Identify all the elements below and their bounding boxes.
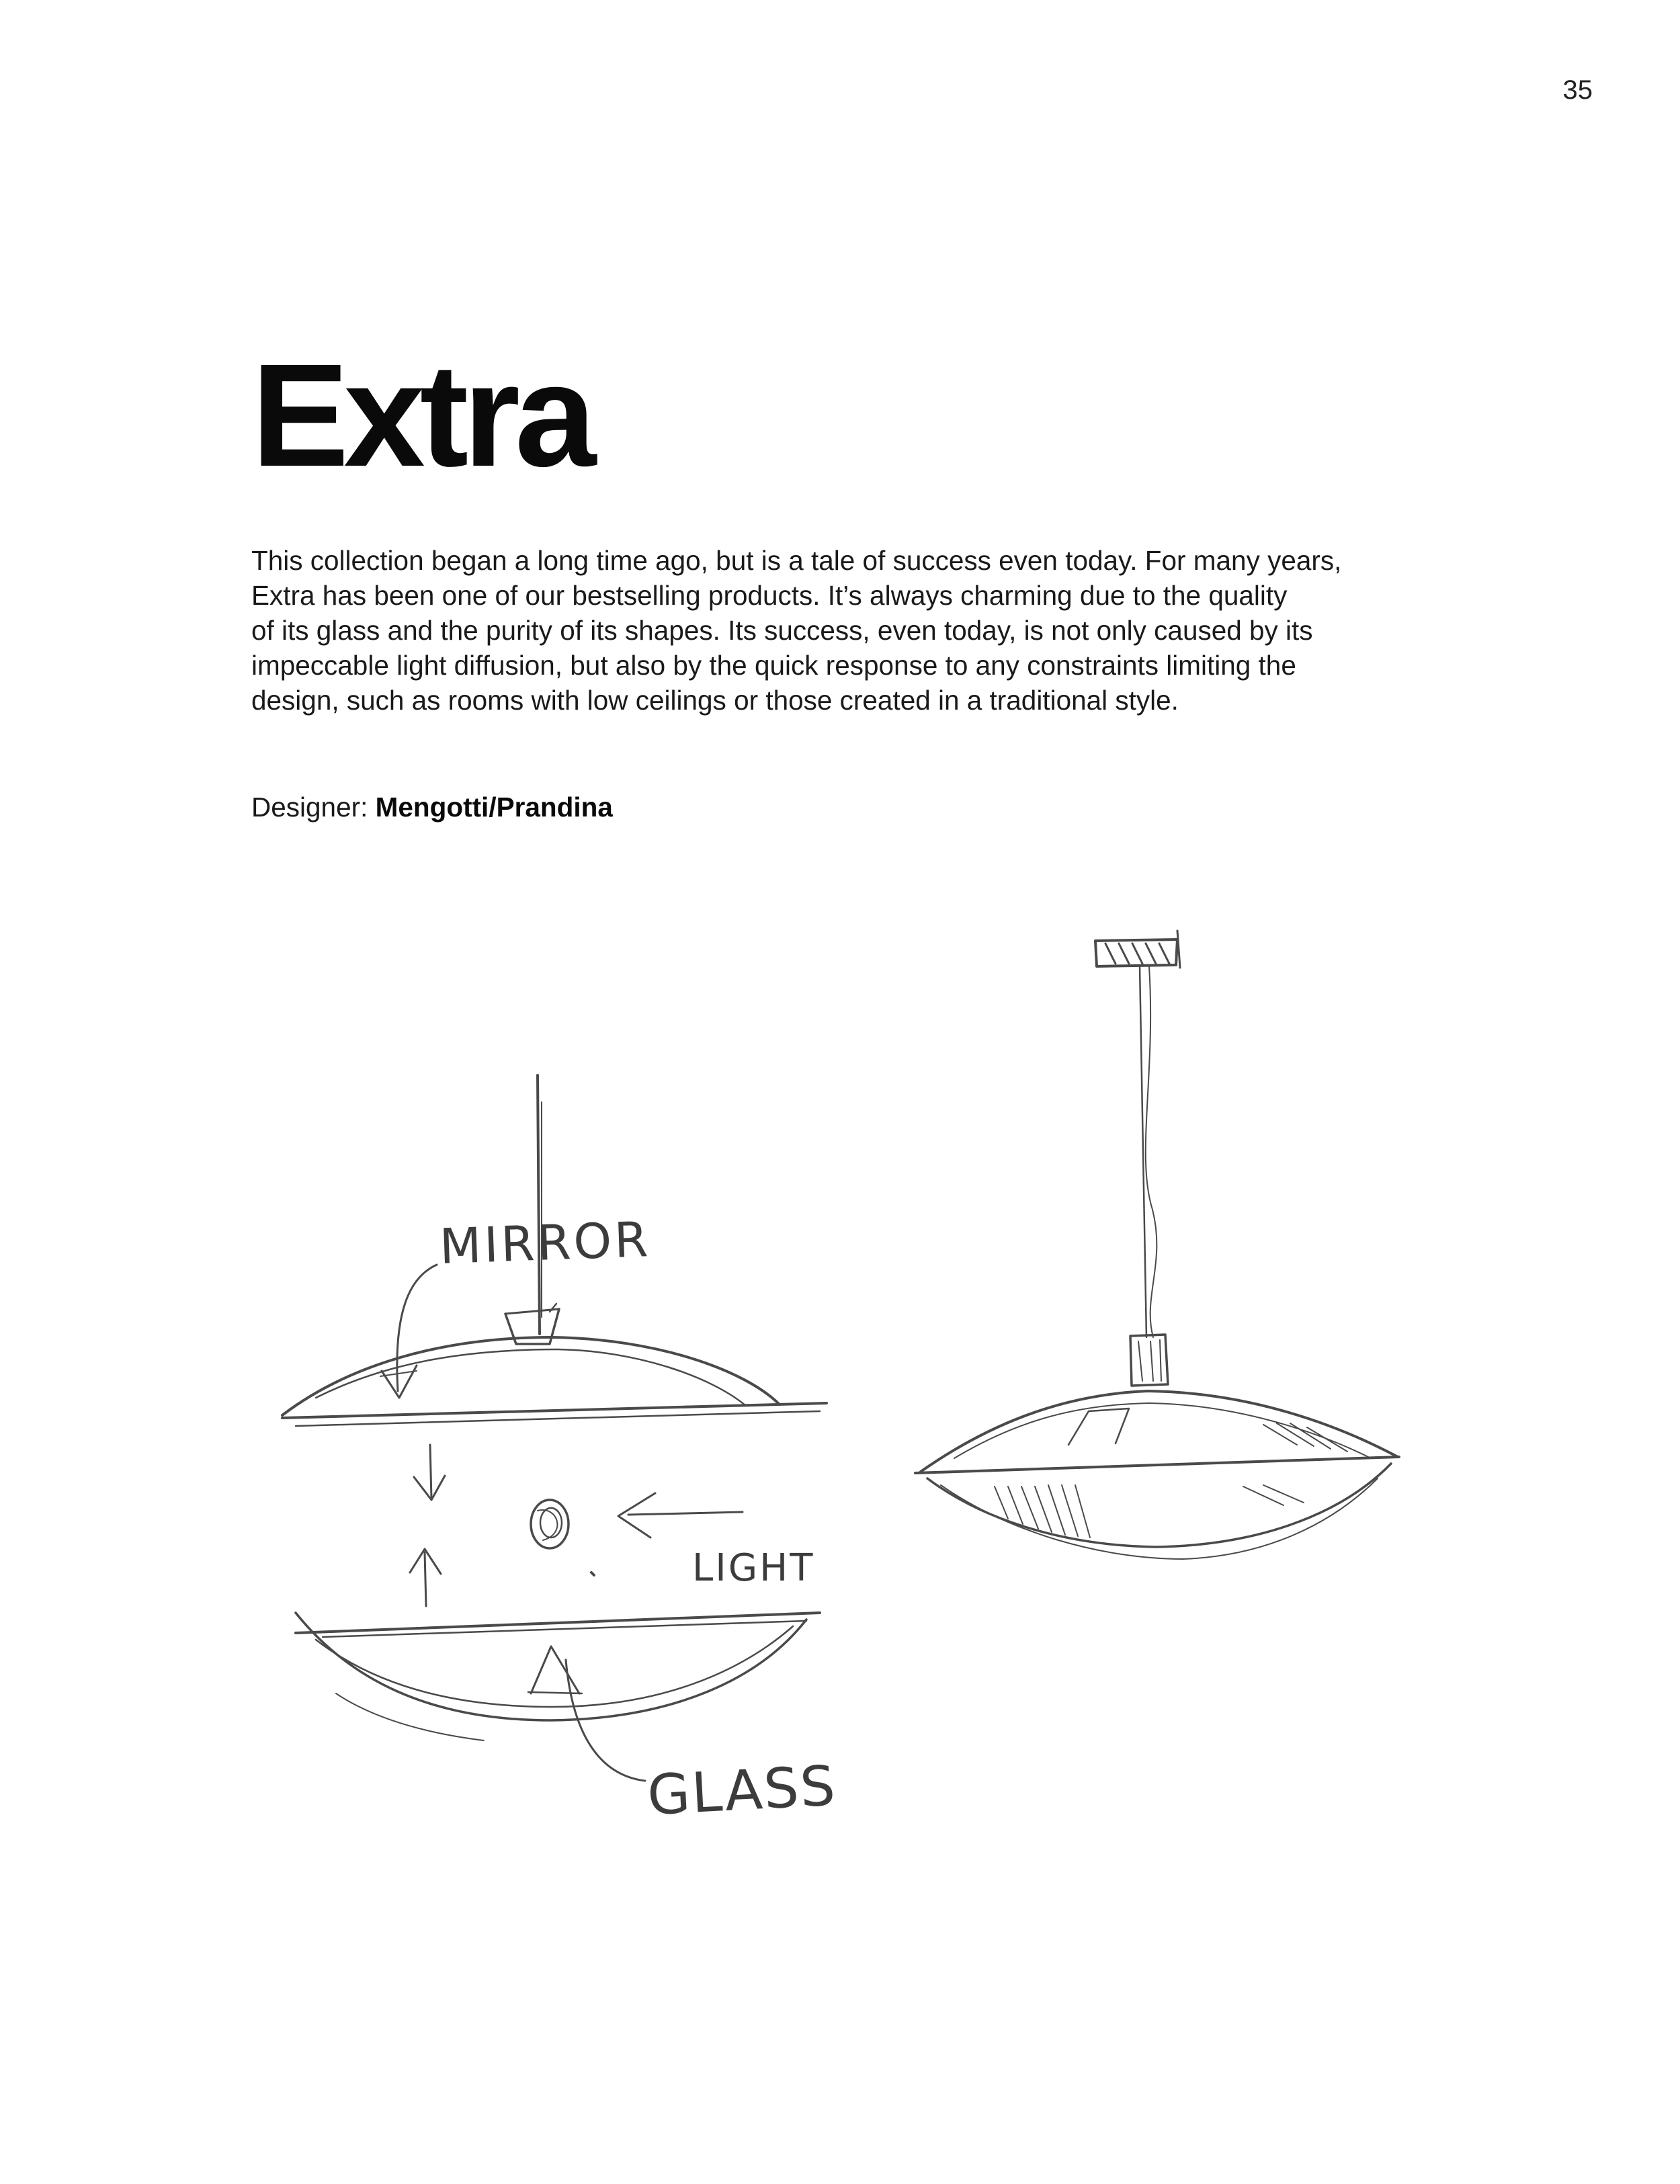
description-line: of its glass and the purity of its shapes. Its success, even today, is not only caused by its [251,615,1313,646]
label-glass: GLASS [646,1754,838,1828]
designer-label: Designer: [251,792,368,823]
description-line: impeccable light diffusion, but also by the quick response to any constraints limiting the [251,650,1296,681]
description-line: Extra has been one of our bestselling products. It’s always charming due to the quality [251,580,1288,611]
page-number: 35 [1562,75,1593,105]
label-light: LIGHT [692,1546,815,1590]
description-line: This collection began a long time ago, but is a tale of success even today. For many years, [251,545,1342,576]
description-line: design, such as rooms with low ceilings or those created in a traditional style. [251,685,1179,716]
label-mirror: MIRROR [438,1211,652,1275]
designer-name: Mengotti/Prandina [375,792,613,823]
page-title: Extra [251,334,591,497]
exploded-view-sketch [282,1075,838,1828]
pendant-lamp-sketch [915,931,1399,1559]
